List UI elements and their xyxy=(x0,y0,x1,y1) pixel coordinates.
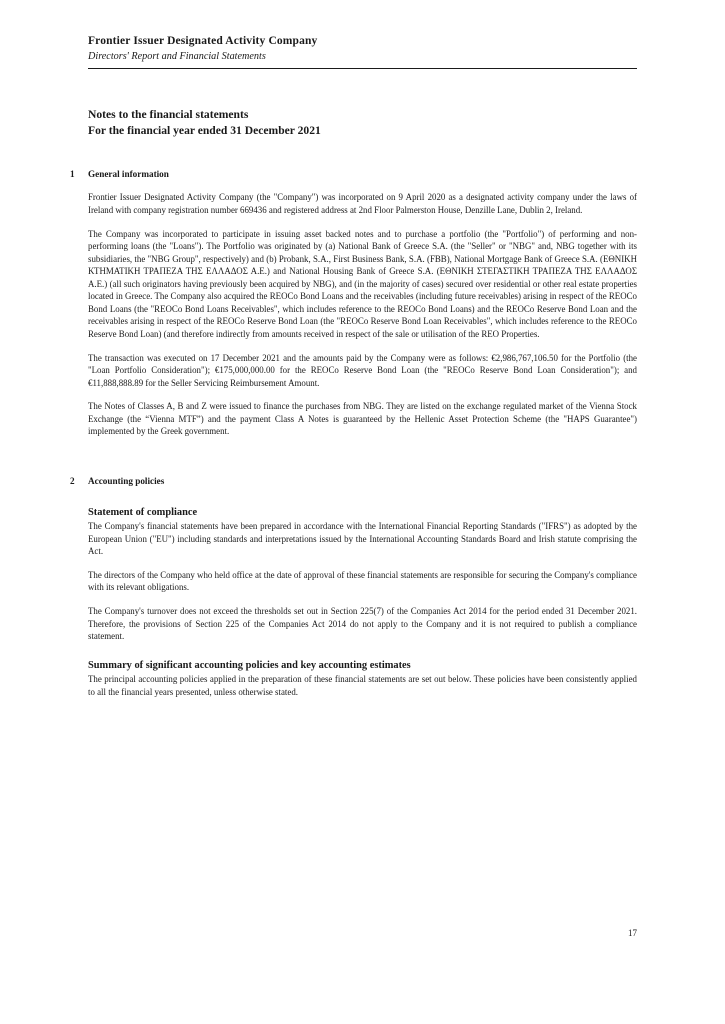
paragraph-incorporation: Frontier Issuer Designated Activity Company (the "Company") was incorporated on 9 April 2020 as a designated activity company under the laws of Ireland with company registration number 669436 and registered address at 2nd Floor Palmerston House, Denzille Lane, Dublin 2, Ireland. xyxy=(88,192,637,216)
header-divider xyxy=(88,68,637,69)
paragraph-ifrs-basis: The Company's financial statements have been prepared in accordance with the International Financial Reporting Standards ("IFRS") as adopted by the European Union ("EU") including standards and interpretations issued by the International Accounting Standards Board and Irish statute comprising the Act. xyxy=(88,521,637,557)
paragraph-directors-responsibility: The directors of the Company who held office at the date of approval of these financial statements are responsible for securing the Company's compliance with its relevant obligations. xyxy=(88,569,637,593)
page-title xyxy=(88,107,637,140)
note-heading-general-information: General information xyxy=(88,168,169,179)
subheading-summary-of-significant-accounting-policies: Summary of significant accounting policies and key accounting estimates xyxy=(88,659,411,671)
running-header xyxy=(88,0,637,69)
paragraph-portfolio-origination: The Company was incorporated to participate in issuing asset backed notes and to purchase a portfolio (the "Portfolio") of performing and non-performing loans (the "Loans"). The Portfolio was originated by (a) National Bank of Greece S.A. (the "Seller" or "NBG" and, NBG together with its subsidiaries, the "NBG Group", respectively) and (b) Probank, S.A., First Business Bank, S.A. (FBB), National Mortgage Bank of Greece S.A. (ΕΘΝΙΚΗ ΚΤΗΜΑΤΙΚΗ ΤΡΑΠΕΖΑ ΤΗΣ ΕΛΛΑΔΟΣ Α.Ε.) and National Housing Bank of Greece S.A. (ΕΘΝΙΚΗ ΣΤΕΓΑΣΤΙΚΗ ΤΡΑΠΕΖΑ ΤΗΣ ΕΛΛΑΔΟΣ Α.Ε.) (all such originators having previously been acquired by NBG), and (in the majority of cases) secured over residential or other real estate properties located in Greece. The Company also acquired the REOCo Bond Loans and the receivables (including future receivables) arising in respect of the REOCo Bond Loans (the "REOCo Bond Loans Receivables", which includes reference to the REOCo Bond Loans) and the REOCo Reserve Bond Loan and the receivables arising in respect of the REOCo Reserve Bond Loan (the "REOCo Reserve Bond Loan Receivables", which includes reference to the REOCo Reserve Bond Loan) (and therefore indirectly from amounts received in respect of the sale or utilisation of the REO Properties. xyxy=(88,228,637,339)
page-title-line-1: Notes to the financial statements xyxy=(88,107,249,121)
paragraph-transaction-amounts: The transaction was executed on 17 December 2021 and the amounts paid by the Company were as follows: €2,986,767,106.50 for the Portfolio (the "Loan Portfolio Consideration"); €175,000,000.00 for the REOCo Reserve Bond Loan (the "REOCo Reserve Bond Loan Consideration"); and €11,888,888.89 for the Seller Servicing Reimbursement Amount. xyxy=(88,352,637,388)
note-section-accounting-policies xyxy=(70,475,637,698)
page-content xyxy=(70,0,637,698)
subheading-statement-of-compliance: Statement of compliance xyxy=(88,506,198,518)
paragraph-principal-policies: The principal accounting policies applied in the preparation of these financial statements are set out below. These policies have been consistently applied to all the financial years presented, unless otherwise stated. xyxy=(88,674,637,697)
company-name: Frontier Issuer Designated Activity Company xyxy=(88,35,318,47)
paragraph-notes-classes: The Notes of Classes A, B and Z were issued to finance the purchases from NBG. They are listed on the exchange regulated market of the Vienna Stock Exchange (the “Vienna MTF”) and the payment Class A Notes is guaranteed by the Hellenic Asset Protection Scheme (the "HAPS Guarantee") implemented by the Greek government. xyxy=(88,401,637,437)
page-title-line-2: For the financial year ended 31 December 2021 xyxy=(88,124,321,138)
note-number-1: 1 xyxy=(70,168,75,179)
page-number: 17 xyxy=(628,928,637,938)
note-number-2: 2 xyxy=(70,475,75,486)
note-heading-accounting-policies: Accounting policies xyxy=(88,475,165,486)
document-subtitle: Directors' Report and Financial Statements xyxy=(88,51,266,63)
paragraph-turnover-thresholds: The Company's turnover does not exceed the thresholds set out in Section 225(7) of the Companies Act 2014 for the period ended 31 December 2021. Therefore, the provisions of Section 225 of the Companies Act 2014 do not apply to the Company and it is not required to publish a compliance statement. xyxy=(88,605,637,642)
note-section-general-information xyxy=(70,168,637,438)
